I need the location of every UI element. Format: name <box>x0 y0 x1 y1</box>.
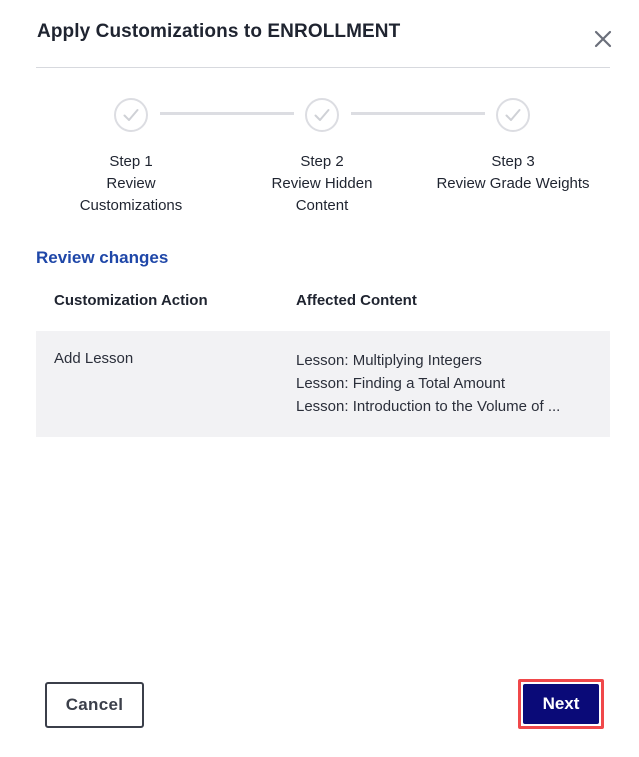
table-row <box>36 331 610 437</box>
step-3-text <box>418 151 608 195</box>
step-1-indicator <box>114 98 148 132</box>
close-button[interactable] <box>590 26 616 52</box>
affected-content-item: Lesson: Introduction to the Volume of ... <box>296 398 561 415</box>
step-2-indicator <box>305 98 339 132</box>
column-header-customization-action: Customization Action <box>54 292 208 309</box>
close-icon <box>590 26 616 52</box>
step-3-title-line-1: Review Grade Weights <box>436 175 590 192</box>
row-affected-content <box>296 349 596 418</box>
step-2-title-line-1: Review Hidden <box>271 175 373 192</box>
row-customization-action: Add Lesson <box>54 350 134 367</box>
column-header-affected-content: Affected Content <box>296 292 417 309</box>
step-connector-2 <box>351 112 485 115</box>
step-3-label: Step 3 <box>491 153 535 170</box>
next-button[interactable]: Next <box>523 684 599 724</box>
step-1-title-line-2: Customizations <box>79 197 183 214</box>
check-icon <box>123 108 139 122</box>
cancel-button[interactable]: Cancel <box>45 682 144 728</box>
step-2-text <box>227 151 417 217</box>
step-1-title-line-1: Review <box>106 175 156 192</box>
step-2-title-line-2: Content <box>295 197 349 214</box>
check-icon <box>314 108 330 122</box>
affected-content-item: Lesson: Multiplying Integers <box>296 352 482 369</box>
step-1-label: Step 1 <box>109 153 153 170</box>
review-changes-heading: Review changes <box>36 248 169 267</box>
affected-content-item: Lesson: Finding a Total Amount <box>296 375 506 392</box>
step-1-text <box>36 151 226 217</box>
step-2-label: Step 2 <box>300 153 344 170</box>
check-icon <box>505 108 521 122</box>
dialog-title: Apply Customizations to ENROLLMENT <box>37 21 401 42</box>
step-connector-1 <box>160 112 294 115</box>
header-divider <box>36 67 610 68</box>
step-3-indicator <box>496 98 530 132</box>
